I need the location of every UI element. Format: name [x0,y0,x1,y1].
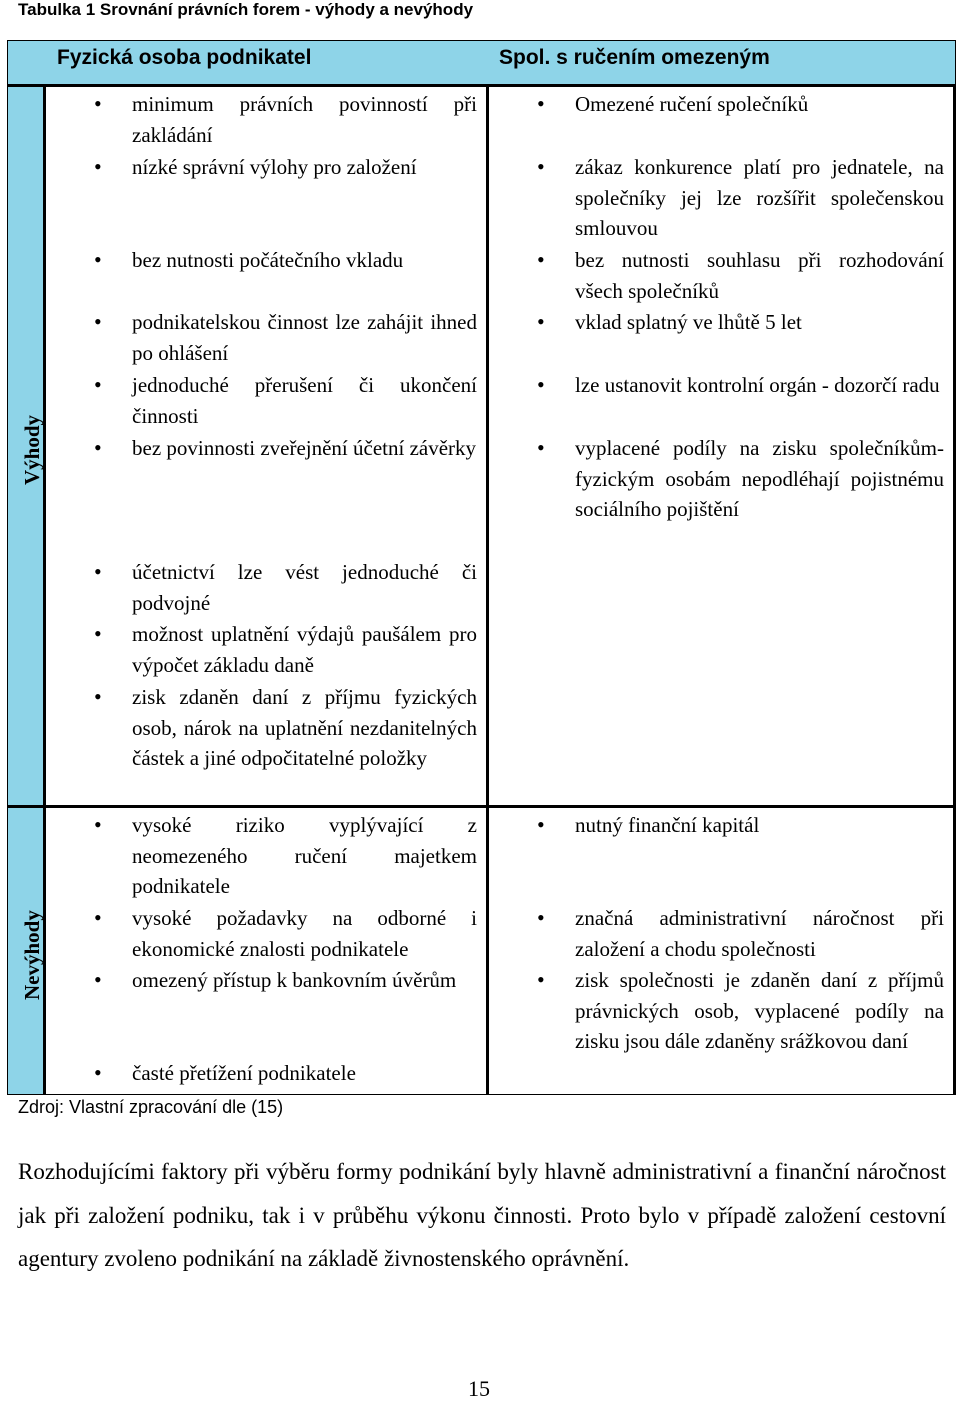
right-border [953,87,956,1094]
list-item: • minimum právních povinností při zakládání [132,89,477,150]
header-llc: Spol. s ručením omezeným [499,46,770,69]
list-item: • Omezené ručení společníků [575,89,944,120]
list-item: • vysoké požadavky na odborné i ekonomické znalosti podnikatele [132,903,477,964]
list-item: • jednoduché přerušení či ukončení činnosti [132,370,477,431]
advantages-label: Výhody [20,414,44,485]
list-item: • nízké správní výlohy pro založení [132,152,477,183]
list-item: • bez povinnosti zveřejnění účetní závěrky [132,433,477,464]
disadvantages-label: Nevýhody [20,910,44,1000]
list-item: • vysoké riziko vyplývající z neomezeného ručení majetkem podnikatele [132,810,477,902]
table-source: Zdroj: Vlastní zpracování dle (15) [18,1097,284,1117]
list-item: • zákaz konkurence platí pro jednatele, na společníky jej lze rozšířit společenskou smlouvou [575,152,944,244]
list-item: • omezený přístup k bankovním úvěrům [132,965,477,996]
section-divider [7,805,956,808]
list-item: • vklad splatný ve lhůtě 5 let [575,307,944,338]
table-caption: Tabulka 1 Srovnání právních forem - výhody a nevýhody [18,0,474,19]
list-item: • lze ustanovit kontrolní orgán - dozorčí radu [575,370,944,401]
list-item: • možnost uplatnění výdajů paušálem pro výpočet základu daně [132,619,477,680]
list-item: • zisk zdaněn daní z příjmu fyzických osob, nárok na uplatnění nezdanitelných částek a jiné odpočitatelné položky [132,682,477,774]
list-item: • značná administrativní náročnost při založení a chodu společnosti [575,903,944,964]
list-item: • účetnictví lze vést jednoduché či podvojné [132,557,477,618]
column-divider [486,87,489,1094]
list-item: • zisk společnosti je zdaněn daní z příjmů právnických osob, vyplacené podíly na zisku jsou dále zdaněny srážkovou daní [575,965,944,1057]
page-number: 15 [468,1376,490,1401]
list-item: • podnikatelskou činnost lze zahájit ihned po ohlášení [132,307,477,368]
list-item: • bez nutnosti počátečního vkladu [132,245,477,276]
header-sole-trader: Fyzická osoba podnikatel [57,46,312,69]
body-paragraph: Rozhodujícími faktory při výběru formy podnikání byly hlavně administrativní a finanční náročnost jak při založení podniku, tak i v průběhu výkonu činnosti. Proto bylo v případě založení cestovní agentury zvoleno podnikání na základě živnostenského oprávnění. [18,1159,946,1271]
list-item: • nutný finanční kapitál [575,810,944,841]
list-item: • vyplacené podíly na zisku společníkům-fyzickým osobám nepodléhají pojistnému sociálního pojištění [575,433,944,525]
list-item: • bez nutnosti souhlasu při rozhodování všech společníků [575,245,944,306]
list-item: • časté přetížení podnikatele [132,1058,477,1089]
table-header-row [7,40,956,87]
